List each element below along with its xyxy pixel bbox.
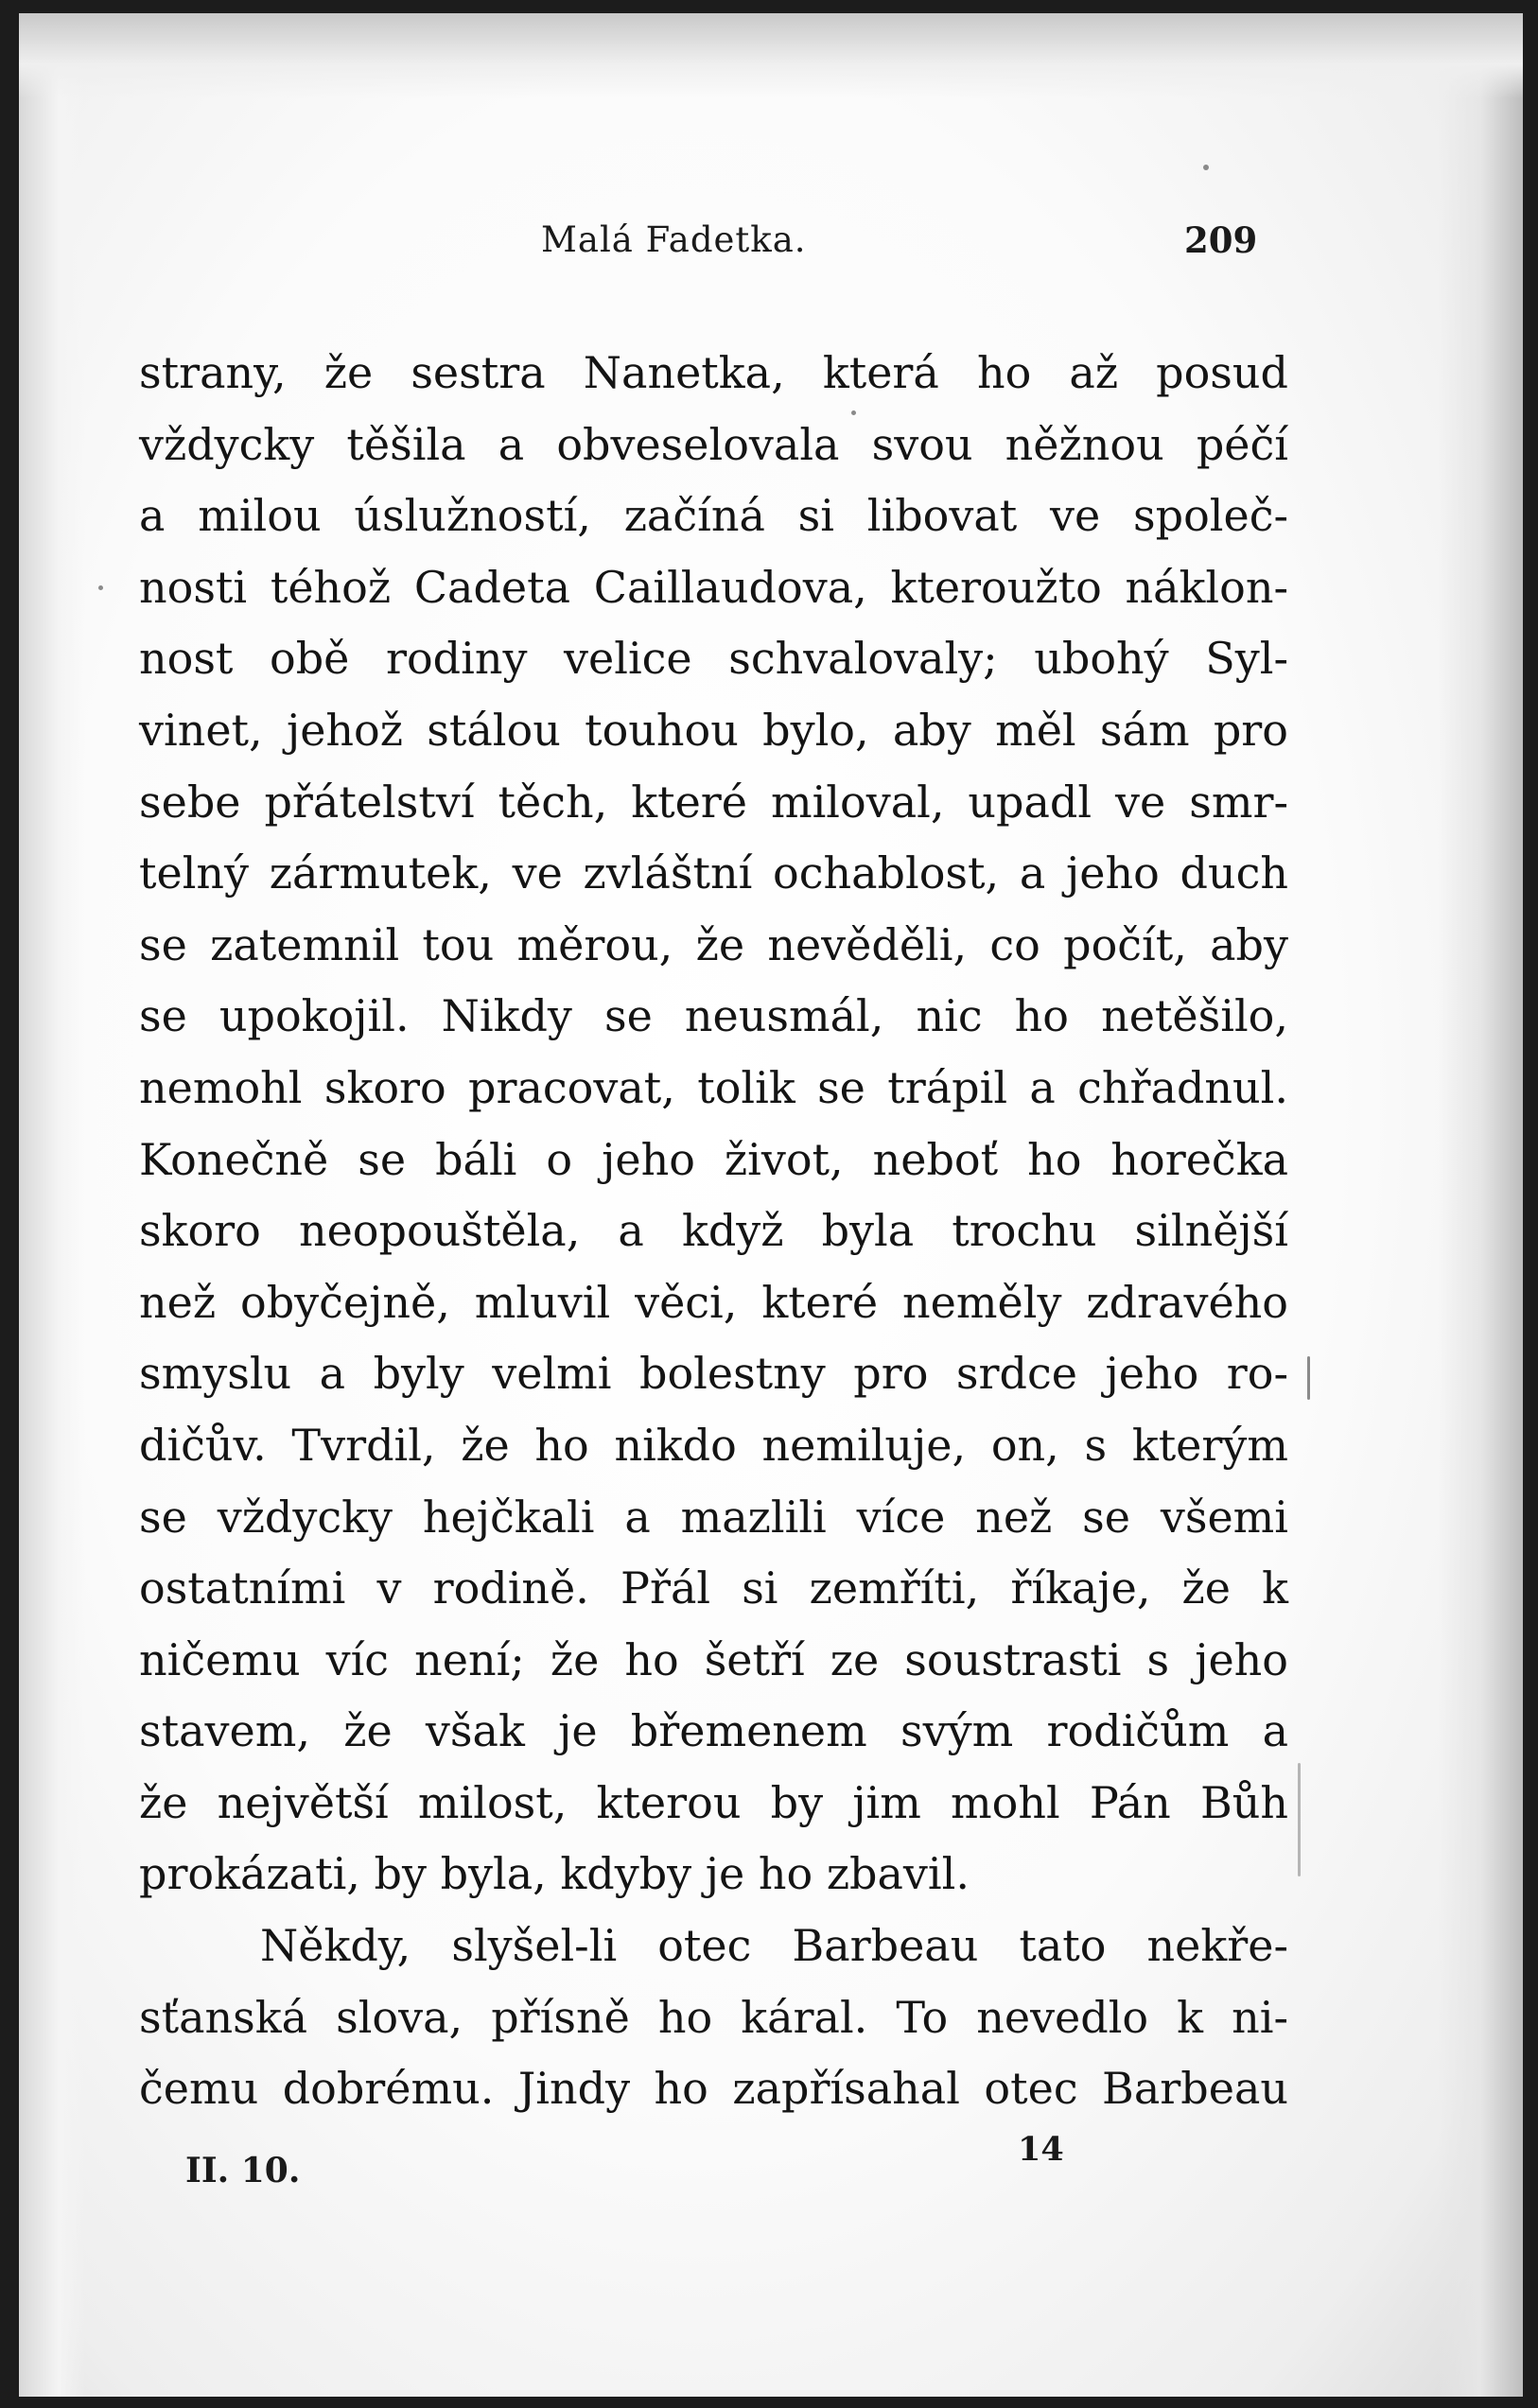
text-line: Konečně se báli o jeho život, neboť ho horečka [139,1133,1288,1185]
text-line: dičův. Tvrdil, že ho nikdo nemiluje, on, s kterým [139,1419,1288,1471]
dust-speck [1298,1763,1301,1876]
text-line: smyslu a byly velmi bolestny pro srdce jeho ro- [139,1348,1288,1400]
page-header [19,219,1523,267]
text-line: nemohl skoro pracovat, tolik se trápil a chřadnul. [139,1061,1288,1113]
text-line: že největší milost, kterou by jim mohl Pán Bůh [139,1776,1288,1828]
text-line: skoro neopouštěla, a když byla trochu silnější [139,1205,1288,1257]
text-line: se zatemnil tou měrou, že nevěděli, co počít, aby [139,918,1288,970]
text-line: než obyčejně, mluvil věci, které neměly zdravého [139,1276,1288,1328]
dust-speck [98,585,103,590]
dust-speck [851,410,856,415]
printer-signature: II. 10. [185,2151,301,2190]
text-line: telný zármutek, ve zvláštní ochablost, a jeho duch [139,847,1288,899]
page-top-shadow [19,13,1523,98]
body-text [139,338,1288,2125]
text-line: vinet, jehož stálou touhou bylo, aby měl sám pro [139,704,1288,756]
dust-speck [1203,165,1209,170]
page-number: 209 [1184,219,1258,261]
signature-number: 14 [1018,2130,1064,2169]
text-line: nosti téhož Cadeta Caillaudova, kteroužto náklon- [139,561,1288,613]
text-line: čemu dobrému. Jindy ho zapřísahal otec Barbeau [139,2063,1288,2115]
text-line: Někdy, slyšel-li otec Barbeau tato nekře- [260,1920,1288,1972]
text-line: vždycky těšila a obveselovala svou něžnou péčí [139,418,1288,470]
text-line: sťanská slova, přísně ho káral. To nevedlo k ni- [139,1991,1288,2043]
text-line: stavem, že však je břemenem svým rodičům a [139,1705,1288,1757]
text-line: se vždycky hejčkali a mazlili více než se všemi [139,1491,1288,1543]
text-line: prokázati, by byla, kdyby je ho zbavil. [139,1848,970,1900]
text-line: sebe přátelství těch, které miloval, upadl ve smr- [139,776,1288,828]
text-line: nost obě rodiny velice schvalovaly; ubohý Syl- [139,633,1288,685]
text-line: ničemu víc není; že ho šetří ze soustrasti s jeho [139,1633,1288,1685]
page-right-shadow [1438,13,1523,2397]
text-line: strany, že sestra Nanetka, která ho až posud [139,347,1288,398]
book-page [19,13,1523,2397]
page-footer [19,2130,1523,2190]
text-line: se upokojil. Nikdy se neusmál, nic ho netěšilo, [139,990,1288,1042]
dust-speck [1307,1356,1310,1400]
text-line: a milou úslužností, začíná si libovat ve společ- [139,490,1288,542]
running-title: Malá Fadetka. [541,219,807,260]
text-line: ostatními v rodině. Přál si zemříti, říkaje, že k [139,1562,1288,1614]
page-left-shadow [19,13,85,2397]
